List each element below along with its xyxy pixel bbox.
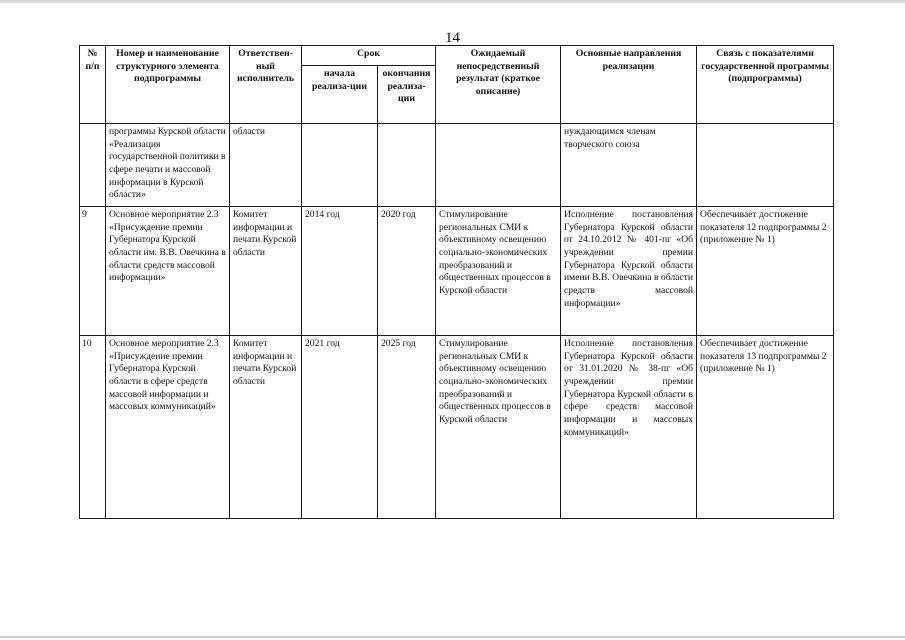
header-num: № п/п xyxy=(80,46,106,124)
cell-num xyxy=(80,124,106,207)
cell-result: Стимулирование региональных СМИ к объективному освещению социально-экономических преобразований и общественных процессов в Курской области xyxy=(436,336,561,519)
cell-executor: Комитет информации и печати Курской области xyxy=(230,336,302,519)
cell-end: 2025 год xyxy=(378,336,436,519)
cell-directions: нуждающимся членам творческого союза xyxy=(561,124,697,207)
header-start: начала реализа-ции xyxy=(302,66,378,124)
scan-edge-bottom xyxy=(0,636,905,638)
cell-directions: Исполнение постановления Губернатора Курской области от 31.01.2020 № 38-пг «Об учреждении премии Губернатора Курской области в сфере средств массовой информации и массовых коммуникаций» xyxy=(561,336,697,519)
cell-name: программы Курской области «Реализация государственной политики в сфере печати и массовой информации в Курской области» xyxy=(106,124,230,207)
cell-end: 2020 год xyxy=(378,207,436,336)
header-term: Срок xyxy=(302,46,436,66)
cell-result xyxy=(436,124,561,207)
cell-start: 2014 год xyxy=(302,207,378,336)
table-row xyxy=(80,124,834,207)
cell-executor: области xyxy=(230,124,302,207)
header-name: Номер и наименование структурного элемента подпрограммы xyxy=(106,46,230,124)
cell-result: Стимулирование региональных СМИ к объективному освещению социально-экономических преобразований и общественных процессов в Курской области xyxy=(436,207,561,336)
cell-num: 10 xyxy=(80,336,106,519)
cell-executor: Комитет информации и печати Курской области xyxy=(230,207,302,336)
cell-link xyxy=(697,124,834,207)
cell-name: Основное мероприятие 2.3 «Присуждение премии Губернатора Курской области в сфере средств массовой информации и массовых коммуникаций» xyxy=(106,336,230,519)
cell-start: 2021 год xyxy=(302,336,378,519)
table-row xyxy=(80,207,834,336)
page-number: 14 xyxy=(445,30,460,46)
header-executor: Ответствен-ный исполнитель xyxy=(230,46,302,124)
cell-link: Обеспечивает достижение показателя 12 подпрограммы 2 (приложение № 1) xyxy=(697,207,834,336)
cell-link: Обеспечивает достижение показателя 13 подпрограммы 2 (приложение № 1) xyxy=(697,336,834,519)
cell-directions: Исполнение постановления Губернатора Курской области от 24.10.2012 № 401-пг «Об учреждении премии Губернатора Курской области имени В.В. Овечкина в области средств массовой информации» xyxy=(561,207,697,336)
table-row xyxy=(80,336,834,519)
cell-start xyxy=(302,124,378,207)
cell-end xyxy=(378,124,436,207)
header-result: Ожидаемый непосредственный результат (краткое описание) xyxy=(436,46,561,124)
measures-table xyxy=(79,45,834,519)
cell-num: 9 xyxy=(80,207,106,336)
cell-name: Основное мероприятие 2.3 «Присуждение премии Губернатора Курской области им. В.В. Овечкина в области средств массовой информации» xyxy=(106,207,230,336)
scan-edge-top xyxy=(0,0,905,3)
header-link: Связь с показателями государственной программы (подпрограммы) xyxy=(697,46,834,124)
header-end: окончания реализа-ции xyxy=(378,66,436,124)
header-directions: Основные направления реализации xyxy=(561,46,697,124)
